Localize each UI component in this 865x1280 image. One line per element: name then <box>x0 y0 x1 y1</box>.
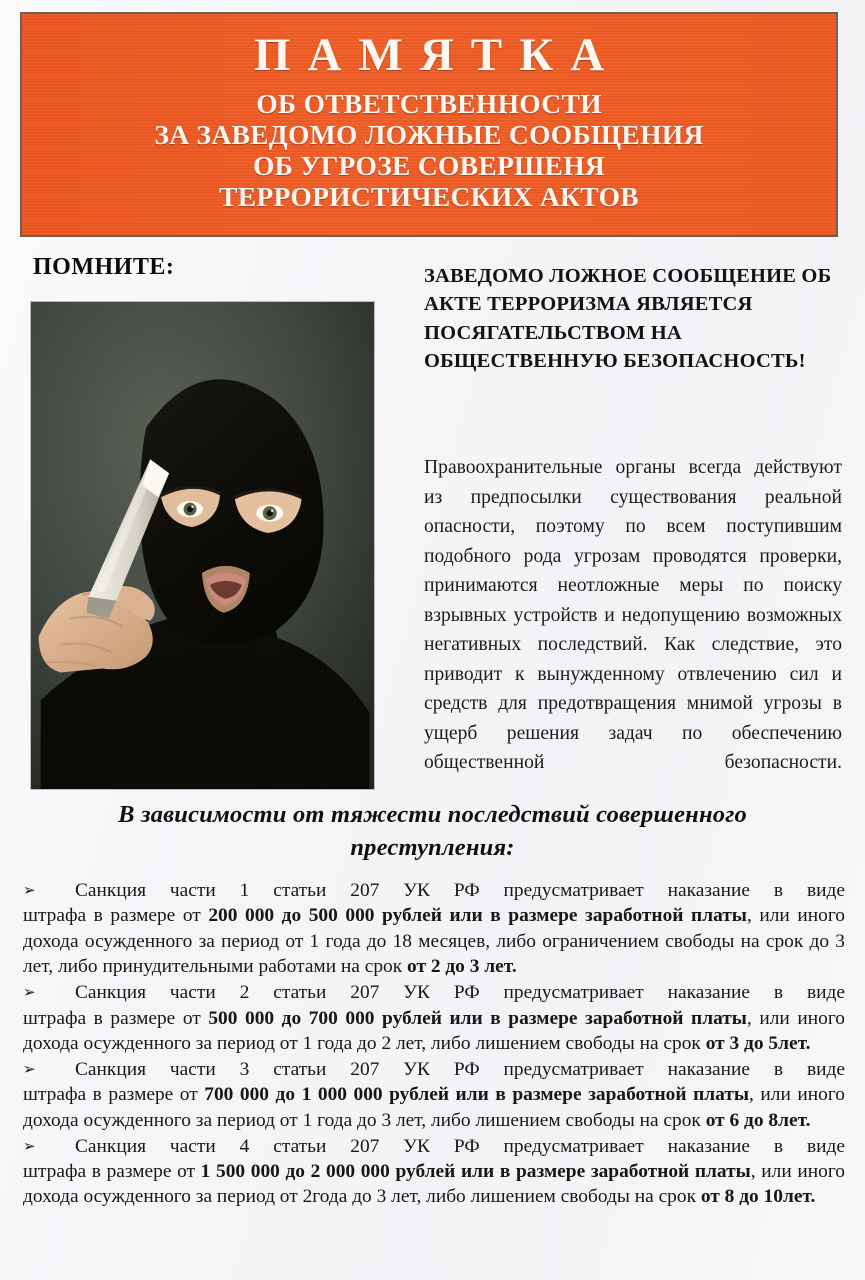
clause-bold-amount: 700 000 до 1 000 000 рублей или в размере заработной платы <box>204 1084 749 1106</box>
subtitle-line-1: ОБ ОТВЕТСТВЕННОСТИ <box>256 88 602 119</box>
clause-first-line <box>23 1057 845 1082</box>
masked-caller-photo <box>30 301 375 790</box>
arrow-bullet-icon: ➢ <box>23 881 36 899</box>
clause-bold-amount: 1 500 000 до 2 000 000 рублей или в размере заработной платы <box>200 1160 751 1182</box>
subtitle-line-3: ОБ УГРОЗЕ СОВЕРШЕНЯ <box>252 150 606 181</box>
clause-text-b: штрафа в размере от <box>23 1007 209 1029</box>
remember-label: ПОМНИТЕ: <box>33 254 175 280</box>
clause-bold-amount: 200 000 до 500 000 рублей или в размере заработной платы <box>208 905 747 927</box>
clause-text-c: , или иного дохода осужденного за период от 1 года до 2 лет, либо лишением свободы на срок <box>23 1007 845 1054</box>
arrow-bullet-icon: ➢ <box>23 1136 36 1155</box>
clause-indent <box>23 980 75 1005</box>
clause-text-c: , или иного дохода осужденного за период от 1 года до 18 месяцев, либо ограничением свободы на срок до 3 лет, либо принудительными работами на срок <box>23 905 845 978</box>
photo-illustration <box>31 302 374 789</box>
clause-bold-amount: 500 000 до 700 000 рублей или в размере заработной платы <box>208 1007 747 1029</box>
clause-item <box>23 878 845 980</box>
poster-title: ПАМЯТКА <box>253 29 622 81</box>
arrow-bullet-icon: ➢ <box>23 983 36 1002</box>
clause-text-c: , или иного дохода осужденного за период от 1 года до 3 лет, либо лишением свободы на срок <box>23 1084 845 1131</box>
arrow-bullet-icon: ➢ <box>23 1059 36 1078</box>
clause-rest <box>23 1008 845 1054</box>
clause-item <box>23 1134 845 1210</box>
intro-paragraph: Правоохранительные органы всегда действуют из предпосылки существования реальной опасности, поэтому по всем поступившим подобного рода угрозам проводятся проверки, принимаются неотложные меры по поиску взрывных устройств и недопущению возможных негативных последствий. Как следствие, это приводит к вынужденному отвлечению сил и средств для предотвращения мнимой угрозы в ущерб решения задач по обеспечению общественной безопасности. <box>424 457 842 773</box>
clause-first-line <box>23 980 845 1005</box>
clause-text-c: , или иного дохода осужденного за период от 2года до 3 лет, либо лишением свободы на срок <box>23 1160 845 1208</box>
clause-item <box>23 1057 845 1133</box>
clause-text-a: Санкция части 2 статьи 207 УК РФ предусматривает наказание в виде <box>75 982 845 1004</box>
clause-text-b: штрафа в размере от <box>23 1160 201 1182</box>
headline: ЗАВЕДОМО ЛОЖНОЕ СООБЩЕНИЕ ОБ АКТЕ ТЕРРОРИЗМА ЯВЛЯЕТСЯ ПОСЯГАТЕЛЬСТВОМ НА ОБЩЕСТВЕННУЮ БЕЗОПАСНОСТЬ! <box>424 265 832 372</box>
clause-bold-term: от 2 до 3 лет. <box>407 956 517 978</box>
clause-bold-term: от 3 до 5лет. <box>705 1032 811 1054</box>
section-heading: В зависимости от тяжести последствий совершенного преступления: <box>118 801 747 861</box>
clause-rest <box>23 1084 845 1130</box>
subtitle-line-2: ЗА ЗАВЕДОМО ЛОЖНЫЕ СООБЩЕНИЯ <box>154 119 704 150</box>
clause-bold-term: от 6 до 8лет. <box>705 1109 811 1131</box>
banner <box>20 12 838 237</box>
clause-first-line <box>23 1134 845 1159</box>
clause-text-a: Санкция части 1 статьи 207 УК РФ предусматривает наказание в виде <box>75 880 845 901</box>
clause-rest <box>23 905 845 977</box>
clause-indent <box>23 878 75 903</box>
poster-subtitle <box>22 88 836 212</box>
clause-list <box>23 878 845 1210</box>
clause-indent <box>23 1057 75 1082</box>
clause-indent <box>23 1134 75 1159</box>
clause-first-line <box>23 878 845 903</box>
subtitle-line-4: ТЕРРОРИСТИЧЕСКИХ АКТОВ <box>219 181 639 212</box>
clause-item <box>23 980 845 1056</box>
clause-rest <box>23 1161 845 1207</box>
clause-text-b: штрафа в размере от <box>23 905 209 927</box>
clause-text-a: Санкция части 3 статьи 207 УК РФ предусматривает наказание в виде <box>75 1058 845 1080</box>
clause-text-b: штрафа в размере от <box>23 1084 205 1106</box>
clause-bold-term: от 8 до 10лет. <box>700 1186 816 1208</box>
clause-text-a: Санкция части 4 статьи 207 УК РФ предусматривает наказание в виде <box>75 1135 845 1157</box>
